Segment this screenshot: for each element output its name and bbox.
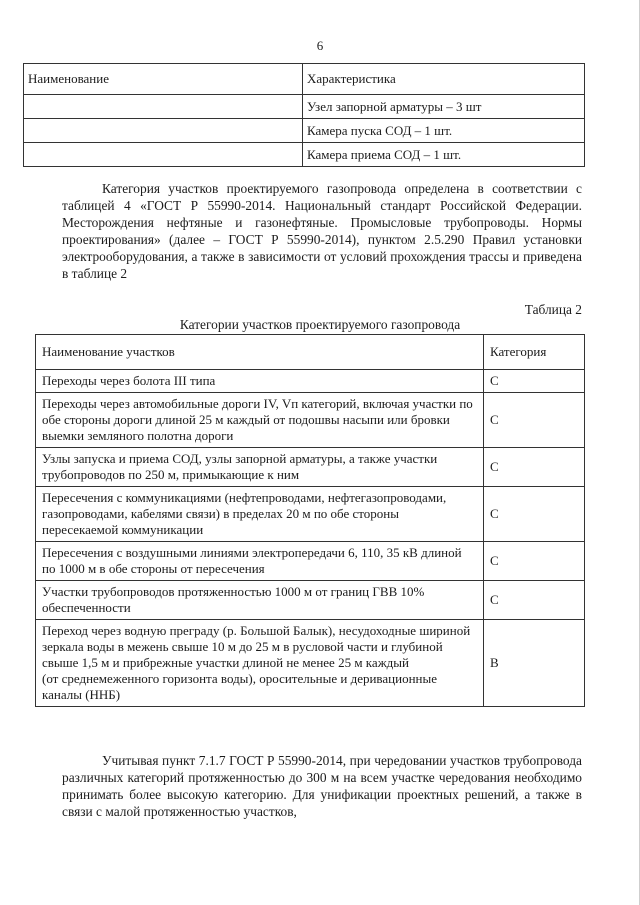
table-row (24, 95, 585, 119)
table-caption-title: Категории участков проектируемого газопровода (179, 317, 461, 332)
table-header-cell: Категория (484, 335, 585, 370)
category-cell: C (484, 542, 585, 581)
table-header-cell: Характеристика (303, 64, 585, 95)
category-cell: C (484, 370, 585, 393)
table-cell: Пересечения с воздушными линиями электропередачи 6, 110, 35 кВ длиной по 1000 м в обе стороны от пересечения (36, 542, 484, 581)
table-cell: Узел запорной арматуры – 3 шт (303, 95, 585, 119)
table-row (36, 487, 585, 542)
table-header-row (24, 64, 585, 95)
table-cell: Переходы через болота III типа (36, 370, 484, 393)
category-cell: B (484, 620, 585, 707)
table-cell: Камера приема СОД – 1 шт. (303, 143, 585, 167)
table-cell: Переходы через автомобильные дороги IV, Vп категорий, включая участки по обе стороны дороги длиной 25 м каждый от подошвы насыпи или бровки выемки земляного полотна дороги (36, 393, 484, 448)
table-cell (24, 143, 303, 167)
table-caption-number: Таблица 2 (524, 302, 582, 317)
table-row (36, 370, 585, 393)
category-cell: C (484, 487, 585, 542)
body-paragraph: Учитывая пункт 7.1.7 ГОСТ Р 55990-2014, при чередовании участков трубопровода различных категорий протяженностью до 300 м на всем участке чередования необходимо принимать более высокую категорию. Для унификации проектных решений, а также в связи с малой протяженностью участков, (62, 753, 582, 819)
table-cell: Узлы запуска и приема СОД, узлы запорной арматуры, а также участки трубопроводов по 250 м, примыкающие к ним (36, 448, 484, 487)
table-cell (24, 119, 303, 143)
table-header-cell: Наименование (24, 64, 303, 95)
page-number: 6 (316, 38, 324, 53)
table-row (24, 119, 585, 143)
table-row (36, 620, 585, 707)
table-cell: Пересечения с коммуникациями (нефтепроводами, нефтегазопроводами, газопроводами, кабелями связи) в пределах 20 м по обе стороны пересекаемой коммуникации (36, 487, 484, 542)
category-cell: C (484, 448, 585, 487)
characteristics-table (23, 63, 585, 167)
categories-table (35, 334, 585, 707)
table-cell: Переход через водную преграду (р. Большой Балык), несудоходные шириной зеркала воды в межень свыше 10 м до 25 м в русловой части и глубиной свыше 1,5 м и прибрежные участки длиной не менее 25 м каждый (от среднемеженного горизонта воды), оросительные и деривационные каналы (ННБ) (36, 620, 484, 707)
table-header-cell: Наименование участков (36, 335, 484, 370)
table-cell: Камера пуска СОД – 1 шт. (303, 119, 585, 143)
table-row (36, 581, 585, 620)
table-cell: Участки трубопроводов протяженностью 1000 м от границ ГВВ 10% обеспеченности (36, 581, 484, 620)
category-cell: C (484, 393, 585, 448)
table-row (36, 448, 585, 487)
table-cell (24, 95, 303, 119)
table-row (24, 143, 585, 167)
table-header-row (36, 335, 585, 370)
table-row (36, 542, 585, 581)
body-paragraph: Категория участков проектируемого газопровода определена в соответствии с таблицей 4 «ГОСТ Р 55990-2014. Национальный стандарт Российской Федерации. Месторождения нефтяные и газонефтяные. Промысловые трубопроводы. Нормы проектирования» (далее – ГОСТ Р 55990-2014), пунктом 2.5.290 Правил установки электрооборудования, а также в зависимости от условий прохождения трассы и приведена в таблице 2 (62, 181, 582, 281)
category-cell: C (484, 581, 585, 620)
table-row (36, 393, 585, 448)
